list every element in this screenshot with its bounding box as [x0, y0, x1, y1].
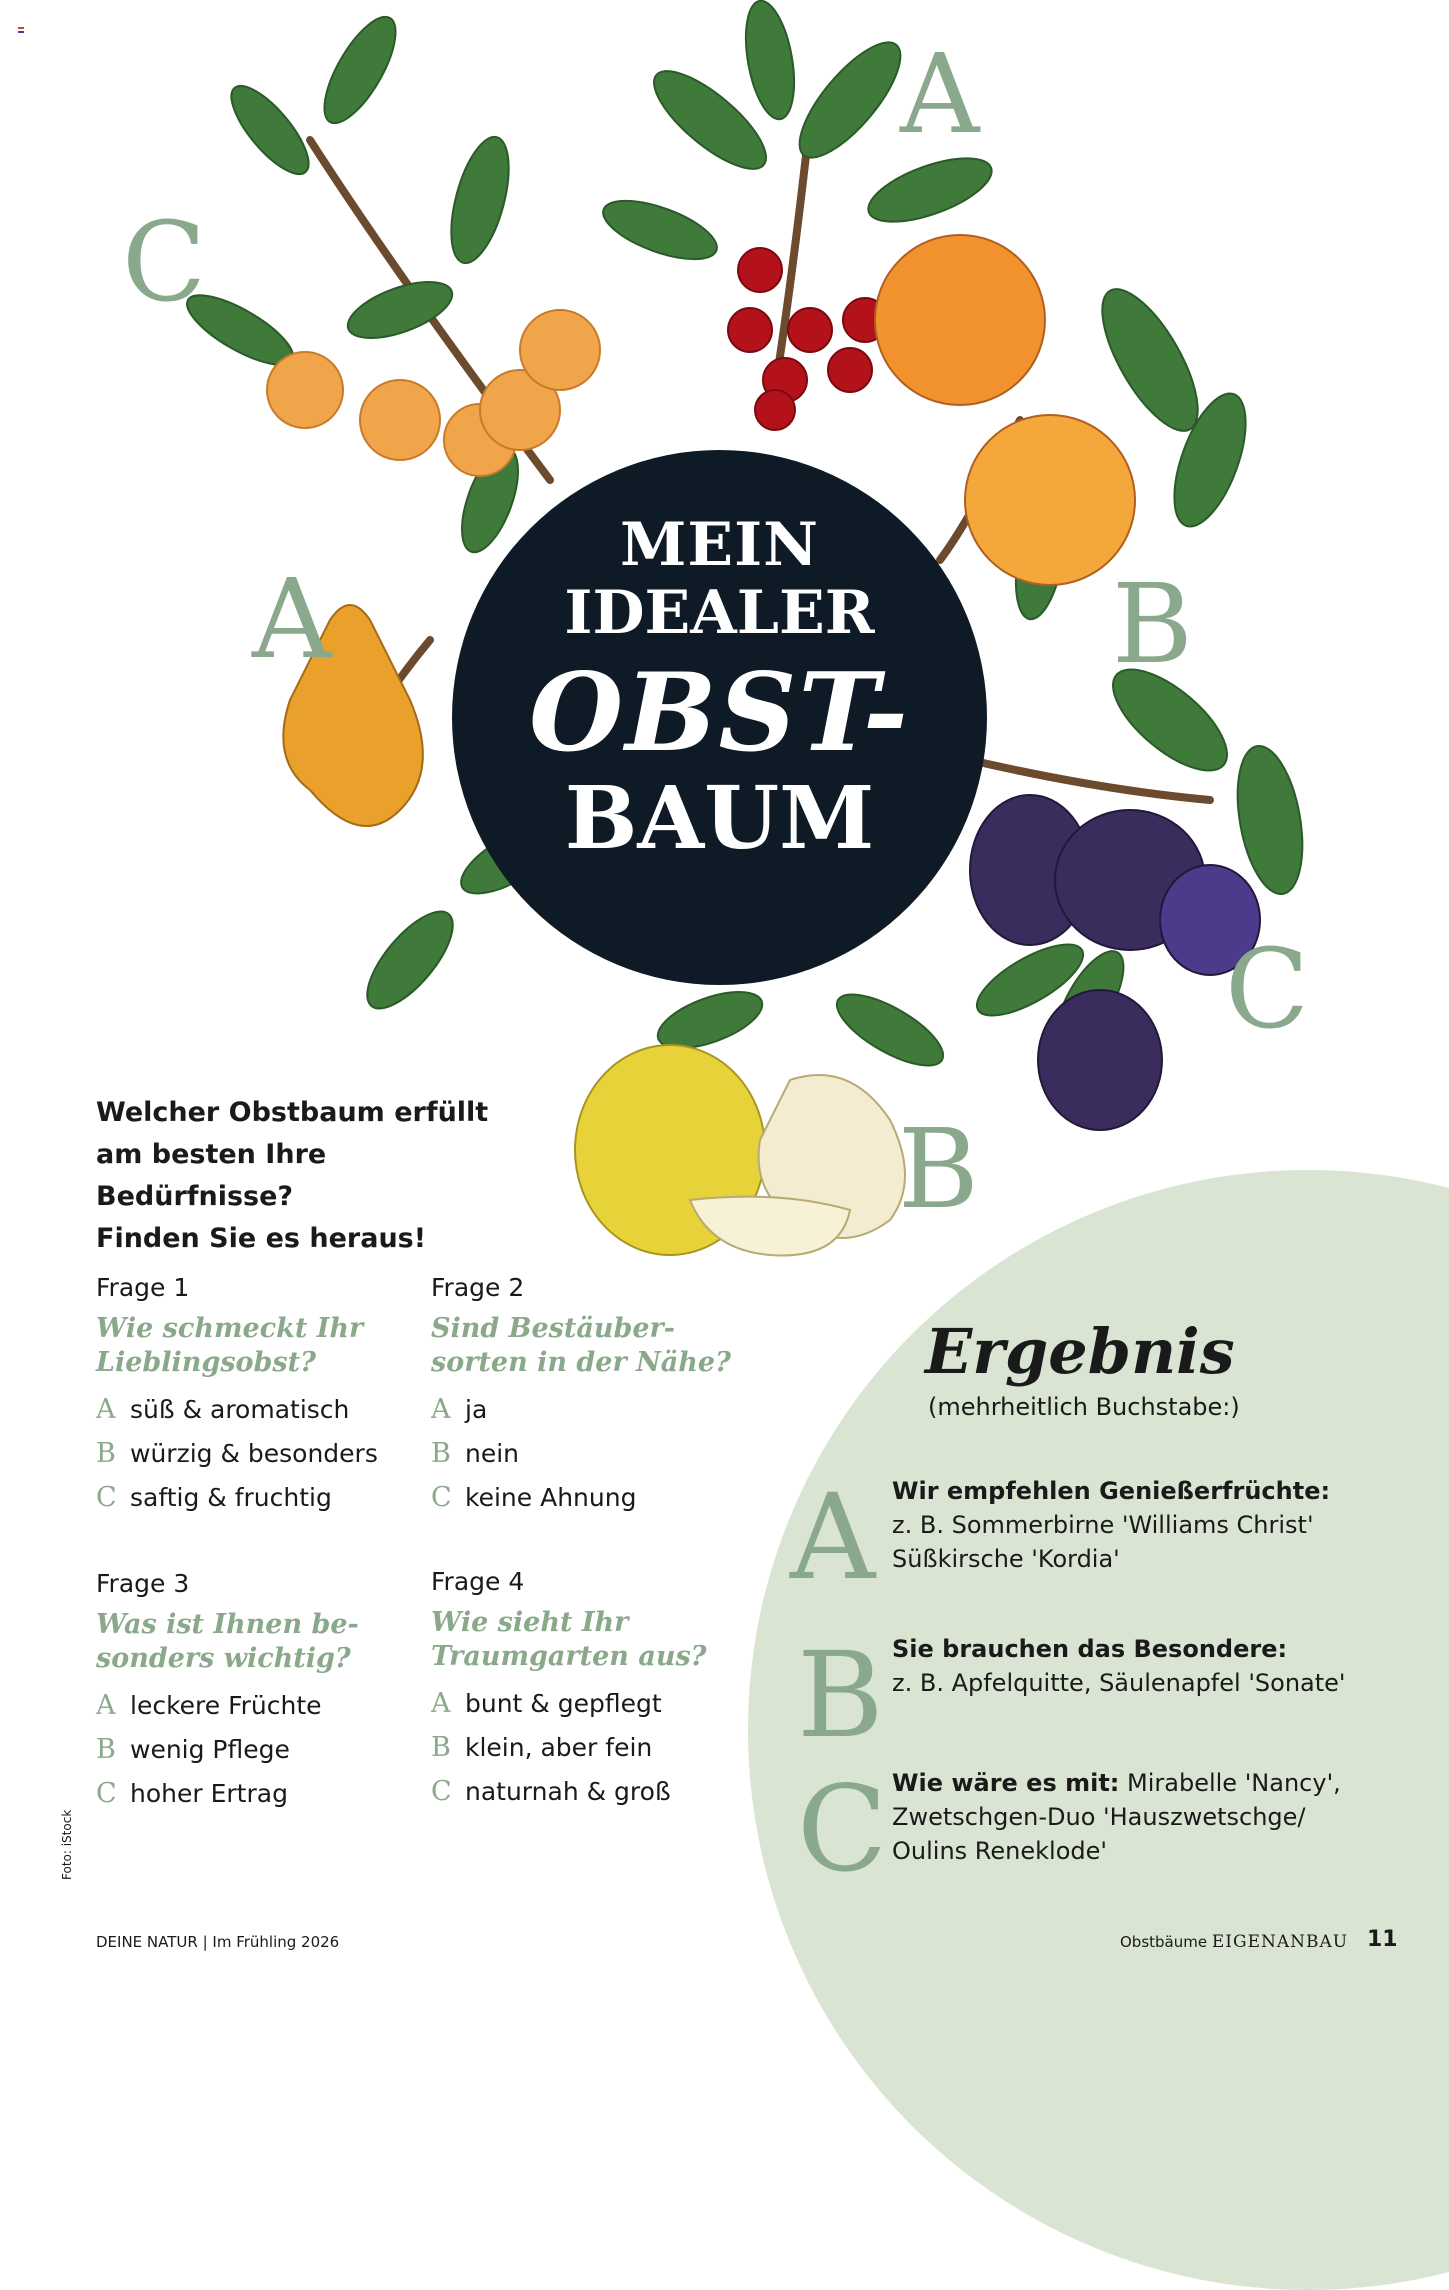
question-text-line: Wie schmeckt Ihr	[96, 1313, 364, 1344]
option-a	[431, 1682, 761, 1726]
intro-line: Welcher Obstbaum erfüllt	[96, 1097, 489, 1128]
result-heading: Sie brauchen das Besondere:	[892, 1635, 1288, 1663]
hero-title-circle	[452, 450, 987, 985]
question-3	[96, 1568, 426, 1816]
question-text-line: sonders wichtig?	[96, 1643, 351, 1674]
result-letter-a: A	[790, 1468, 876, 1606]
option-letter: B	[431, 1438, 451, 1469]
apricots	[267, 310, 600, 476]
fruit-letter-c-left: C	[122, 198, 207, 326]
option-b	[431, 1726, 761, 1770]
question-4	[431, 1566, 761, 1814]
option-c	[431, 1476, 761, 1520]
fruit-letter-c-right: C	[1225, 925, 1310, 1053]
footer-section-prefix: Obstbäume	[1120, 1933, 1208, 1951]
option-b	[431, 1432, 761, 1476]
option-b	[96, 1728, 426, 1772]
question-text-line: Was ist Ihnen be-	[96, 1609, 359, 1640]
option-c	[96, 1476, 426, 1520]
option-letter: B	[96, 1734, 116, 1765]
question-label: Frage 2	[431, 1273, 525, 1302]
option-a	[96, 1684, 426, 1728]
question-label: Frage 4	[431, 1567, 525, 1596]
option-text: hoher Ertrag	[130, 1779, 288, 1808]
question-options	[96, 1388, 426, 1520]
flag-icon	[18, 18, 24, 24]
fruit-letter-b-bottom: B	[898, 1105, 979, 1233]
question-text	[431, 1606, 761, 1674]
question-text-line: Traumgarten aus?	[431, 1641, 707, 1672]
hero-title-line-1: MEIN	[619, 510, 820, 580]
result-line-text: Mirabelle 'Nancy',	[1119, 1769, 1341, 1797]
option-letter: A	[96, 1394, 116, 1425]
option-letter: C	[431, 1776, 452, 1807]
result-line: z. B. Apfelquitte, Säulenapfel 'Sonate'	[892, 1669, 1346, 1697]
option-text: keine Ahnung	[465, 1483, 637, 1512]
result-heading: Wir empfehlen Genießerfrüchte:	[892, 1477, 1331, 1505]
question-text-line: Lieblingsobst?	[96, 1347, 316, 1378]
hero-title-line-3: OBST-	[529, 650, 910, 776]
result-line: Süßkirsche 'Kordia'	[892, 1545, 1120, 1573]
quince	[575, 1045, 905, 1255]
result-line: Zwetschgen-Duo 'Hauszwetschge/	[892, 1803, 1306, 1831]
result-title: Ergebnis	[925, 1315, 1235, 1388]
option-text: ja	[465, 1395, 488, 1424]
result-letter-b: B	[797, 1626, 884, 1764]
result-line: z. B. Sommerbirne 'Williams Christ'	[892, 1511, 1314, 1539]
result-subtitle: (mehrheitlich Buchstabe:)	[928, 1393, 1240, 1421]
option-letter: A	[431, 1688, 451, 1719]
option-letter: B	[431, 1732, 451, 1763]
option-letter: C	[96, 1482, 117, 1513]
question-label: Frage 3	[96, 1569, 190, 1598]
question-text	[431, 1312, 761, 1380]
intro-line: Finden Sie es heraus!	[96, 1223, 427, 1254]
result-item-a	[892, 1474, 1352, 1576]
option-letter: C	[96, 1778, 117, 1809]
fruit-letter-b-right: B	[1112, 560, 1193, 688]
result-line	[892, 1766, 1352, 1800]
hero-title-line-4: BAUM	[564, 768, 875, 869]
question-text	[96, 1608, 426, 1676]
intro-text	[96, 1092, 516, 1260]
option-a	[96, 1388, 426, 1432]
footer-publication: DEINE NATUR | Im Frühling 2026	[96, 1933, 340, 1951]
option-c	[96, 1772, 426, 1816]
fruit-letter-a-top: A	[900, 30, 980, 158]
option-letter: A	[431, 1394, 451, 1425]
option-letter: C	[431, 1482, 452, 1513]
fruit-letter-a-left: A	[252, 555, 332, 683]
question-options	[431, 1682, 761, 1814]
option-text: süß & aromatisch	[130, 1395, 350, 1424]
option-letter: B	[96, 1438, 116, 1469]
question-text-line: Sind Bestäuber-	[431, 1313, 675, 1344]
option-b	[96, 1432, 426, 1476]
option-text: bunt & gepflegt	[465, 1689, 662, 1718]
option-letter: A	[96, 1690, 116, 1721]
option-text: nein	[465, 1439, 520, 1468]
option-text: würzig & besonders	[130, 1439, 378, 1468]
cherries	[728, 248, 887, 430]
result-letter-c: C	[797, 1760, 888, 1898]
footer-section-brand: EIGENANBAU	[1211, 1932, 1349, 1952]
question-2	[431, 1272, 761, 1520]
option-text: wenig Pflege	[130, 1735, 290, 1764]
result-heading: Wie wäre es mit:	[892, 1769, 1120, 1797]
question-options	[96, 1684, 426, 1816]
option-a	[431, 1388, 761, 1432]
photo-credit: Foto: iStock	[60, 1809, 74, 1880]
option-text: leckere Früchte	[130, 1691, 322, 1720]
question-text	[96, 1312, 426, 1380]
option-text: saftig & fruchtig	[130, 1483, 332, 1512]
question-options	[431, 1388, 761, 1520]
option-text: klein, aber fein	[465, 1733, 653, 1762]
question-text-line: sorten in der Nähe?	[431, 1347, 731, 1378]
question-label: Frage 1	[96, 1273, 190, 1302]
hero-title-line-2: IDEALER	[564, 578, 875, 648]
option-c	[431, 1770, 761, 1814]
result-line: Oulins Reneklode'	[892, 1837, 1107, 1865]
option-text: naturnah & groß	[465, 1777, 671, 1806]
result-item-c	[892, 1766, 1352, 1868]
question-1	[96, 1272, 426, 1520]
footer-section	[1120, 1932, 1348, 1952]
intro-line: am besten Ihre Bedürfnisse?	[96, 1139, 327, 1212]
page-number: 11	[1367, 1927, 1398, 1952]
question-text-line: Wie sieht Ihr	[431, 1607, 629, 1638]
result-item-b	[892, 1632, 1352, 1700]
